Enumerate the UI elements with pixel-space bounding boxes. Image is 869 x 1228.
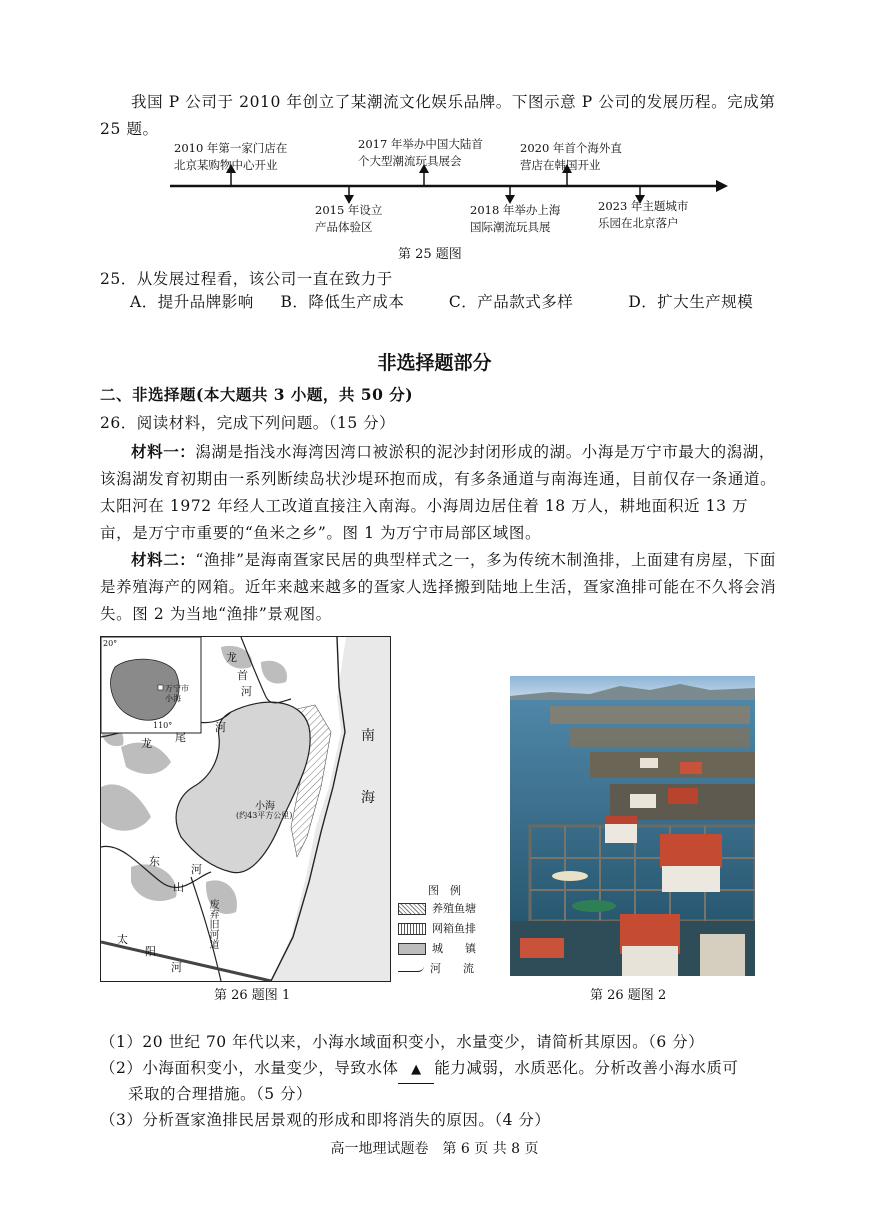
fishing-raft-photo bbox=[510, 676, 755, 976]
river-taiyang-3: 河 bbox=[171, 961, 182, 974]
legend-swatch-river bbox=[398, 966, 424, 972]
q26-sub2-cont: 采取的合理措施。（5 分） bbox=[128, 1085, 313, 1103]
fig2-caption: 第 26 题图 2 bbox=[590, 988, 667, 1003]
q26-material2 bbox=[100, 546, 780, 628]
material1-label: 材料一： bbox=[131, 442, 196, 461]
sea-char-1: 南 bbox=[361, 728, 375, 744]
inset-label-xiaohai: 小海 bbox=[165, 694, 181, 703]
material2-text: “渔排”是海南疍家民居的典型样式之一，多为传统木制渔排，上面建有房屋，下面是养殖海产的网箱。近年来越来越多的疍家人选择搬到陆地上生活，疍家渔排可能在不久将会消失。图 2 为当地“渔排”景观图。 bbox=[100, 551, 777, 623]
fishing-raft-illustration bbox=[510, 676, 755, 976]
q26-sub2 bbox=[100, 1055, 790, 1084]
q25-option-d[interactable]: D．扩大生产规模 bbox=[628, 293, 754, 311]
section-heading: 二、非选择题(本大题共 3 小题，共 50 分) bbox=[100, 385, 414, 404]
timeline-event-2017: 2017 年举办中国大陆首 个大型潮流玩具展会 bbox=[358, 137, 483, 168]
legend-title: 图 例 bbox=[428, 884, 461, 897]
q25-stem: 25．从发展过程看，该公司一直在致力于 bbox=[100, 270, 393, 288]
legend-row-town bbox=[398, 942, 476, 956]
q25-intro: 我国 P 公司于 2010 年创立了某潮流文化娱乐品牌。下图示意 P 公司的发展历程。完成第 25 题。 bbox=[100, 93, 776, 138]
legend-row-fishraft bbox=[398, 922, 476, 936]
legend-swatch-town bbox=[398, 943, 426, 955]
timeline-event-2023: 2023 年主题城市 乐园在北京落户 bbox=[598, 199, 689, 230]
legend-label-fishraft: 网箱鱼排 bbox=[432, 922, 476, 935]
legend-label-river: 河 流 bbox=[430, 962, 474, 975]
river-longshou-2: 首 bbox=[237, 669, 248, 682]
timeline-event-2015: 2015 年设立 产品体验区 bbox=[315, 203, 383, 234]
river-longwei-1: 龙 bbox=[141, 737, 152, 750]
river-longwei-2: 尾 bbox=[175, 731, 186, 744]
page-footer: 高一地理试题卷 第 6 页 共 8 页 bbox=[330, 1141, 539, 1157]
q25-option-a[interactable]: A．提升品牌影响 bbox=[130, 293, 254, 311]
map-legend bbox=[398, 882, 488, 982]
river-longwei-3: 河 bbox=[215, 721, 226, 734]
q26-sub1: （1）20 世纪 70 年代以来，小海水域面积变小，水量变少，请简析其原因。（6 分） bbox=[100, 1033, 705, 1051]
q26-material1 bbox=[100, 438, 780, 547]
sea-char-2: 海 bbox=[361, 790, 375, 806]
fig1-caption: 第 26 题图 1 bbox=[214, 988, 291, 1003]
timeline bbox=[160, 137, 730, 240]
river-taiyang-2: 阳 bbox=[145, 945, 156, 958]
legend-row-river bbox=[398, 962, 474, 976]
river-dongshan-1: 东 bbox=[149, 855, 160, 868]
q26-stem: 26．阅读材料，完成下列问题。（15 分） bbox=[100, 414, 396, 432]
material1-text: 潟湖是指浅水海湾因湾口被淤积的泥沙封闭形成的湖。小海是万宁市最大的潟湖，该潟湖发育初期由一系列断续岛状沙堤环抱而成，有多条通道与南海连通，目前仅存一条通道。太阳河在 1972 年经人工改道直接注入南海。小海周边居住着 18 万人，耕地面积近 13 万亩，是万宁市重要的“鱼米之乡”。图 1 为万宁市局部区域图。 bbox=[100, 443, 777, 542]
legend-row-pond bbox=[398, 902, 476, 916]
q25-options bbox=[130, 289, 790, 315]
timeline-event-2018: 2018 年举办上海 国际潮流玩具展 bbox=[470, 203, 561, 234]
legend-label-town: 城 镇 bbox=[432, 942, 476, 955]
timeline-event-2020: 2020 年首个海外直 营店在韩国开业 bbox=[520, 141, 622, 172]
legend-swatch-fishraft bbox=[398, 923, 426, 935]
river-longshou-1: 龙 bbox=[226, 651, 237, 664]
old-channel-label: 废弃旧河道 bbox=[207, 899, 218, 949]
q25-option-c[interactable]: C．产品款式多样 bbox=[448, 293, 574, 311]
timeline-event-2010: 2010 年第一家门店在 北京某购物中心开业 bbox=[174, 141, 288, 172]
section-title: 非选择题部分 bbox=[377, 352, 492, 374]
river-dongshan-2: 山 bbox=[173, 881, 184, 894]
q26-sub2-blank[interactable]: ▲ bbox=[398, 1057, 434, 1084]
q25-option-b[interactable]: B．降低生产成本 bbox=[280, 293, 405, 311]
q26-sub3: （3）分析疍家渔排民居景观的形成和即将消失的原因。（4 分） bbox=[100, 1111, 551, 1129]
river-dongshan-3: 河 bbox=[191, 863, 202, 876]
river-taiyang-1: 太 bbox=[117, 933, 128, 946]
legend-label-pond: 养殖鱼塘 bbox=[432, 902, 476, 915]
material2-label: 材料二： bbox=[131, 550, 196, 569]
lake-name: 小海 bbox=[255, 801, 275, 812]
inset-lat-label: 20° bbox=[103, 639, 118, 648]
q26-sub2-text-a: （2）小海面积变小，水量变少，导致水体 bbox=[100, 1059, 399, 1077]
q26-sub2-text-b: 能力减弱，水质恶化。分析改善小海水质可 bbox=[434, 1059, 739, 1077]
lake-area: (约43平方公里) bbox=[236, 811, 293, 820]
fig25-caption: 第 25 题图 bbox=[398, 247, 462, 262]
inset-label-wanning: 万宁市 bbox=[165, 684, 189, 693]
legend-swatch-pond bbox=[398, 903, 426, 915]
map-figure bbox=[100, 636, 391, 982]
river-longshou-3: 河 bbox=[241, 685, 252, 698]
inset-lon-label: 110° bbox=[153, 721, 173, 730]
